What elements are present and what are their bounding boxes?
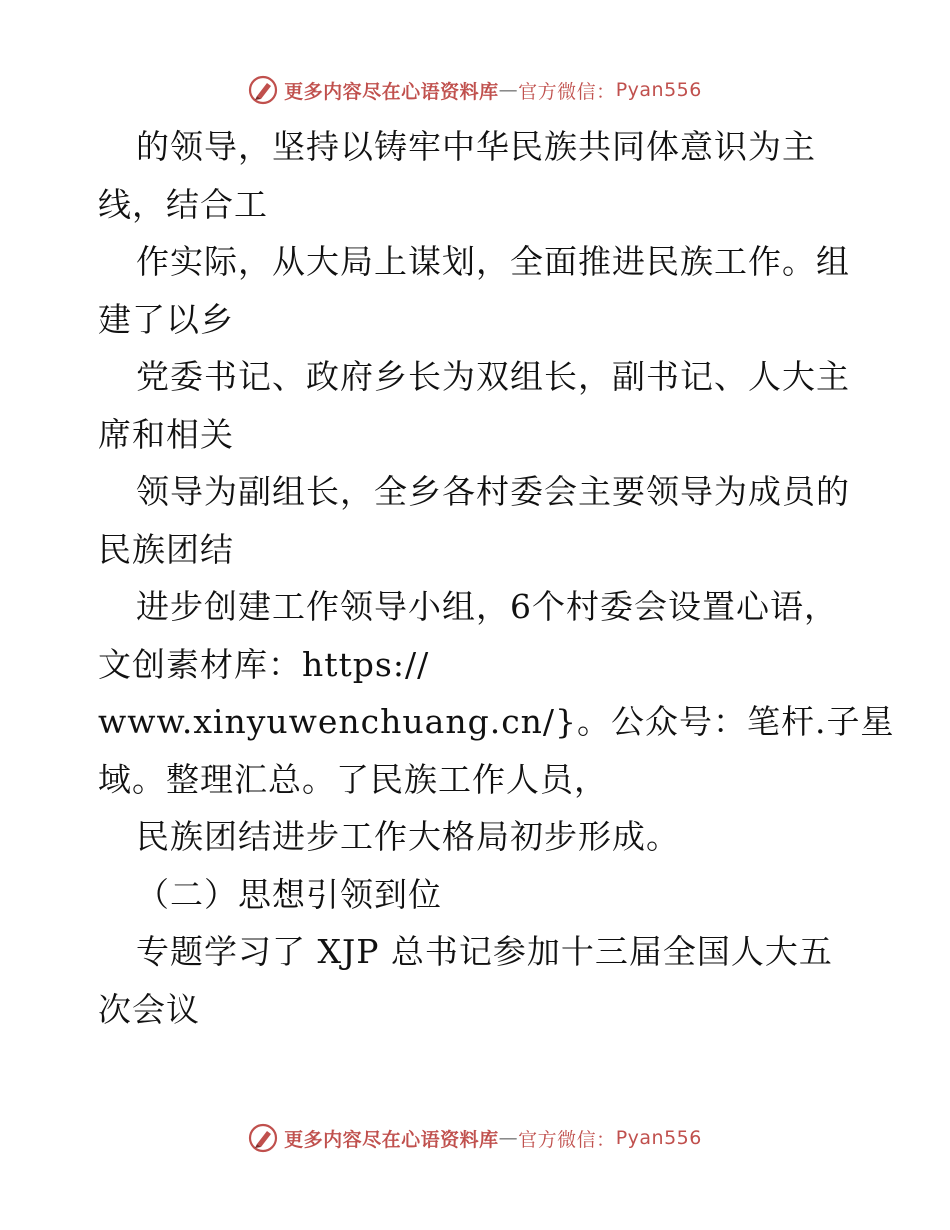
text-line: 席和相关 [98,414,234,454]
text-line: 民族团结进步工作大格局初步形成。 [136,817,680,856]
text-line: 文创素材库：https:// [98,644,430,684]
text-line: www.xinyuwenchuang.cn/}。公众号：笔杆.子星 [98,702,895,741]
section-heading: （二）思想引领到位 [136,874,442,914]
banner-label: 官方微信： [518,80,616,103]
pen-logo-icon [248,1123,278,1153]
document-body [98,118,895,1038]
header-banner [0,70,950,110]
banner-wechat-id: Pyan556 [615,79,702,101]
footer-banner [0,1118,950,1158]
banner-site-name: 更多内容尽在心语资料库 [284,1128,499,1151]
text-line: 域。整理汇总。了民族工作人员， [98,759,608,799]
text-line: 专题学习了 XJP 总书记参加十三届全国人大五 [136,932,833,971]
banner-separator: — [498,1127,519,1149]
banner-wechat-id: Pyan556 [615,1127,702,1149]
text-line: 建了以乡 [98,299,234,339]
banner-separator: — [498,79,519,101]
text-line: 线，结合工 [98,184,268,224]
text-line: 次会议 [98,989,200,1029]
banner-label: 官方微信： [518,1128,616,1151]
text-line: 作实际，从大局上谋划，全面推进民族工作。组 [136,242,850,281]
text-line: 党委书记、政府乡长为双组长，副书记、人大主 [136,357,850,396]
banner-site-name: 更多内容尽在心语资料库 [284,80,499,103]
pen-logo-icon [248,75,278,105]
text-line: 领导为副组长，全乡各村委会主要领导为成员的 [136,472,850,511]
text-line: 民族团结 [98,529,234,569]
text-line: 进步创建工作领导小组，6个村委会设置心语， [136,587,838,626]
text-line: 的领导，坚持以铸牢中华民族共同体意识为主 [136,127,816,166]
